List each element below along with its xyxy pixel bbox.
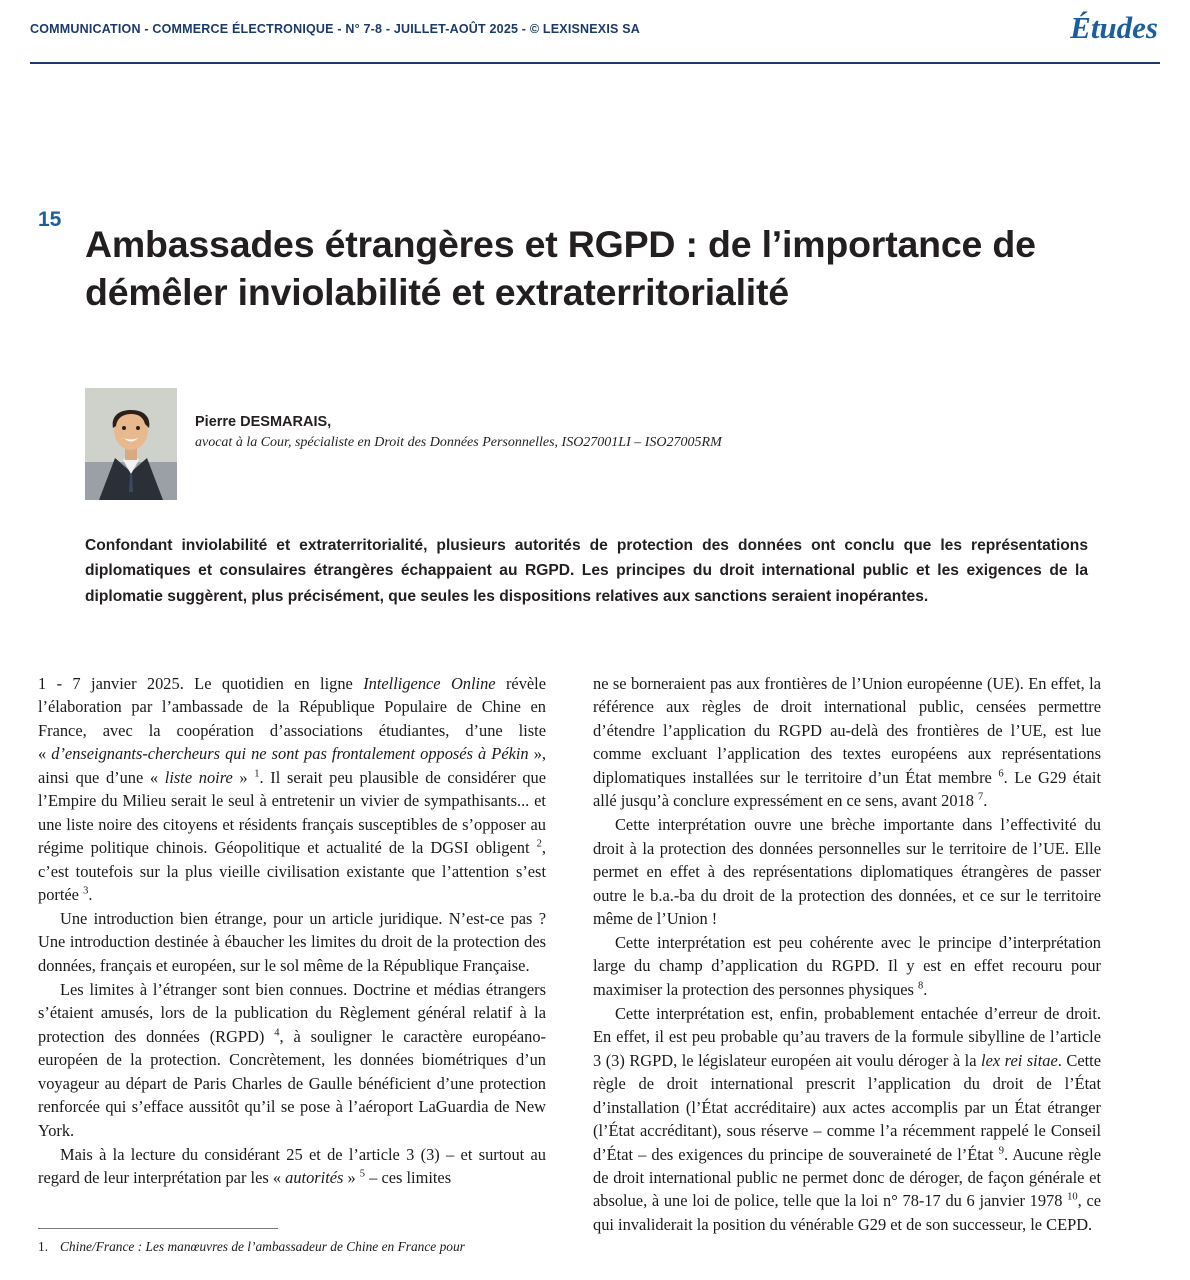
section-label: Études bbox=[1070, 10, 1158, 45]
author-name: Pierre DESMARAIS, bbox=[195, 414, 332, 430]
journal-reference-line: COMMUNICATION - COMMERCE ÉLECTRONIQUE - N° 7-8 - JUILLET-AOÛT 2025 - © LEXISNEXIS SA bbox=[30, 22, 640, 36]
paragraph: Cette interprétation est peu cohérente avec le principe d’interprétation large du champ d’application du RGPD. Il y est en effet recouru pour maximiser la protection des personnes physiques $^8$. bbox=[593, 932, 1101, 999]
footnote-number: 1. bbox=[38, 1239, 49, 1254]
author-role: avocat à la Cour, spécialiste en Droit des Données Personnelles, ISO27001LI – ISO27005RM bbox=[195, 435, 722, 450]
page-title: Ambassades étrangères et RGPD : de l’importance de démêler inviolabilité et extraterritorialité bbox=[85, 223, 1036, 314]
paragraph: 1 - 7 janvier 2025. Le quotidien en ligne Intelligence Online révèle l’élaboration par l’ambassade de la République Populaire de Chine en France, avec la coopération d’associations étudiantes, d’une liste « d’enseignants-chercheurs qui ne sont pas frontalement opposés à Pékin », ainsi que d’une « liste noire » $^1$. Il serait peu plausible de considérer que l’Empire du Milieu serait le seul à entretenir un vivier de sympathisants... et une liste noire des citoyens et résidents français susceptibles de s’opposer au régime politique chinois. Géopolitique et actualité de la DGSI obligent $^2$, c’est toutefois sur la plus vieille civilisation existante que l’attention s’est portée $^3$. bbox=[38, 674, 547, 905]
paragraph: Cette interprétation ouvre une brèche importante dans l’effectivité du droit à la protection des données personnelles sur le territoire de l’UE. Elle permet en effet à des représentations diplomatiques étrangères de passer outre le b.a.-ba du droit de la protection des données, et ce sur le territoire même de l’Union ! bbox=[593, 815, 1101, 929]
avatar bbox=[85, 388, 177, 500]
paragraph: Cette interprétation est, enfin, probablement entachée d’erreur de droit. En effet, il est peu probable qu’au travers de la formule sibylline de l’article 3 (3) RGPD, le législateur européen ait voulu déroger à la lex rei sitae. Cette règle de droit international prescrit l’application du droit de l’État d’installation (l’État accréditaire) aux actes accomplis par un État étranger (l’État accréditant), sous réserve – comme l’a récemment rappelé le Conseil d’État – des exigences du principe de souveraineté de l’État $^9$. Aucune règle de droit international public ne permet donc de déroger, de façon générale et absolue, à une loi de police, telle que la loi n° 78-17 du 6 janvier 1978 $^{10}$, ce qui invaliderait la position du vénérable G29 et de son successeur, le CEPD. bbox=[593, 1003, 1102, 1234]
footnotes bbox=[38, 1238, 546, 1257]
paragraph: Mais à la lecture du considérant 25 et de l’article 3 (3) – et surtout au regard de leur interprétation par les « autorités » $^5$ – ces limites bbox=[38, 1144, 546, 1188]
footnote-text: Chine/France : Les manœuvres de l’ambassadeur de Chine en France pour bbox=[60, 1239, 465, 1254]
body-column-left bbox=[38, 672, 546, 1190]
paragraph: Une introduction bien étrange, pour un article juridique. N’est-ce pas ? Une introduction destinée à ébaucher les limites du droit de la protection des données, français et européen, sur le sol même de la République Française. bbox=[38, 909, 546, 975]
footnote-separator bbox=[38, 1228, 278, 1229]
header-rule bbox=[30, 62, 1160, 64]
author-text bbox=[195, 414, 722, 453]
paragraph: Les limites à l’étranger sont bien connues. Doctrine et médias étrangers s’étaient amusés, lors de la publication du Règlement général relatif à la protection des données (RGPD) $^4$, à souligner le caractère européano-européen de la protection. Concrètement, les données biométriques d’un voyageur au départ de Paris Charles de Gaulle bénéficient d’une protection renforcée qui s’efface aussitôt qu’il se pose à l’aéroport LaGuardia de New York. bbox=[38, 979, 546, 1140]
running-head bbox=[30, 10, 1160, 58]
author-block bbox=[85, 388, 985, 503]
article-abstract: Confondant inviolabilité et extraterritorialité, plusieurs autorités de protection des données ont conclu que les représentations diplomatiques et consulaires étrangères échappaient au RGPD. Les principes du droit international public et les exigences de la diplomatie suggèrent, plus précisément, que seules les dispositions relatives aux sanctions seraient inopérantes. bbox=[85, 537, 1088, 605]
article-number: 15 bbox=[38, 208, 62, 231]
paragraph: ne se borneraient pas aux frontières de l’Union européenne (UE). En effet, la référence aux règles de droit international public, censées permettre d’étendre l’application du RGPD au-delà des frontières de l’UE, est lue comme excluant l’application des textes européens aux représentations diplomatiques installées sur le territoire d’un État membre $^6$. Le G29 était allé jusqu’à conclure expressément en ce sens, avant 2018 $^7$. bbox=[593, 674, 1101, 811]
body-column-right bbox=[593, 672, 1101, 1237]
footnote-item bbox=[38, 1238, 546, 1257]
